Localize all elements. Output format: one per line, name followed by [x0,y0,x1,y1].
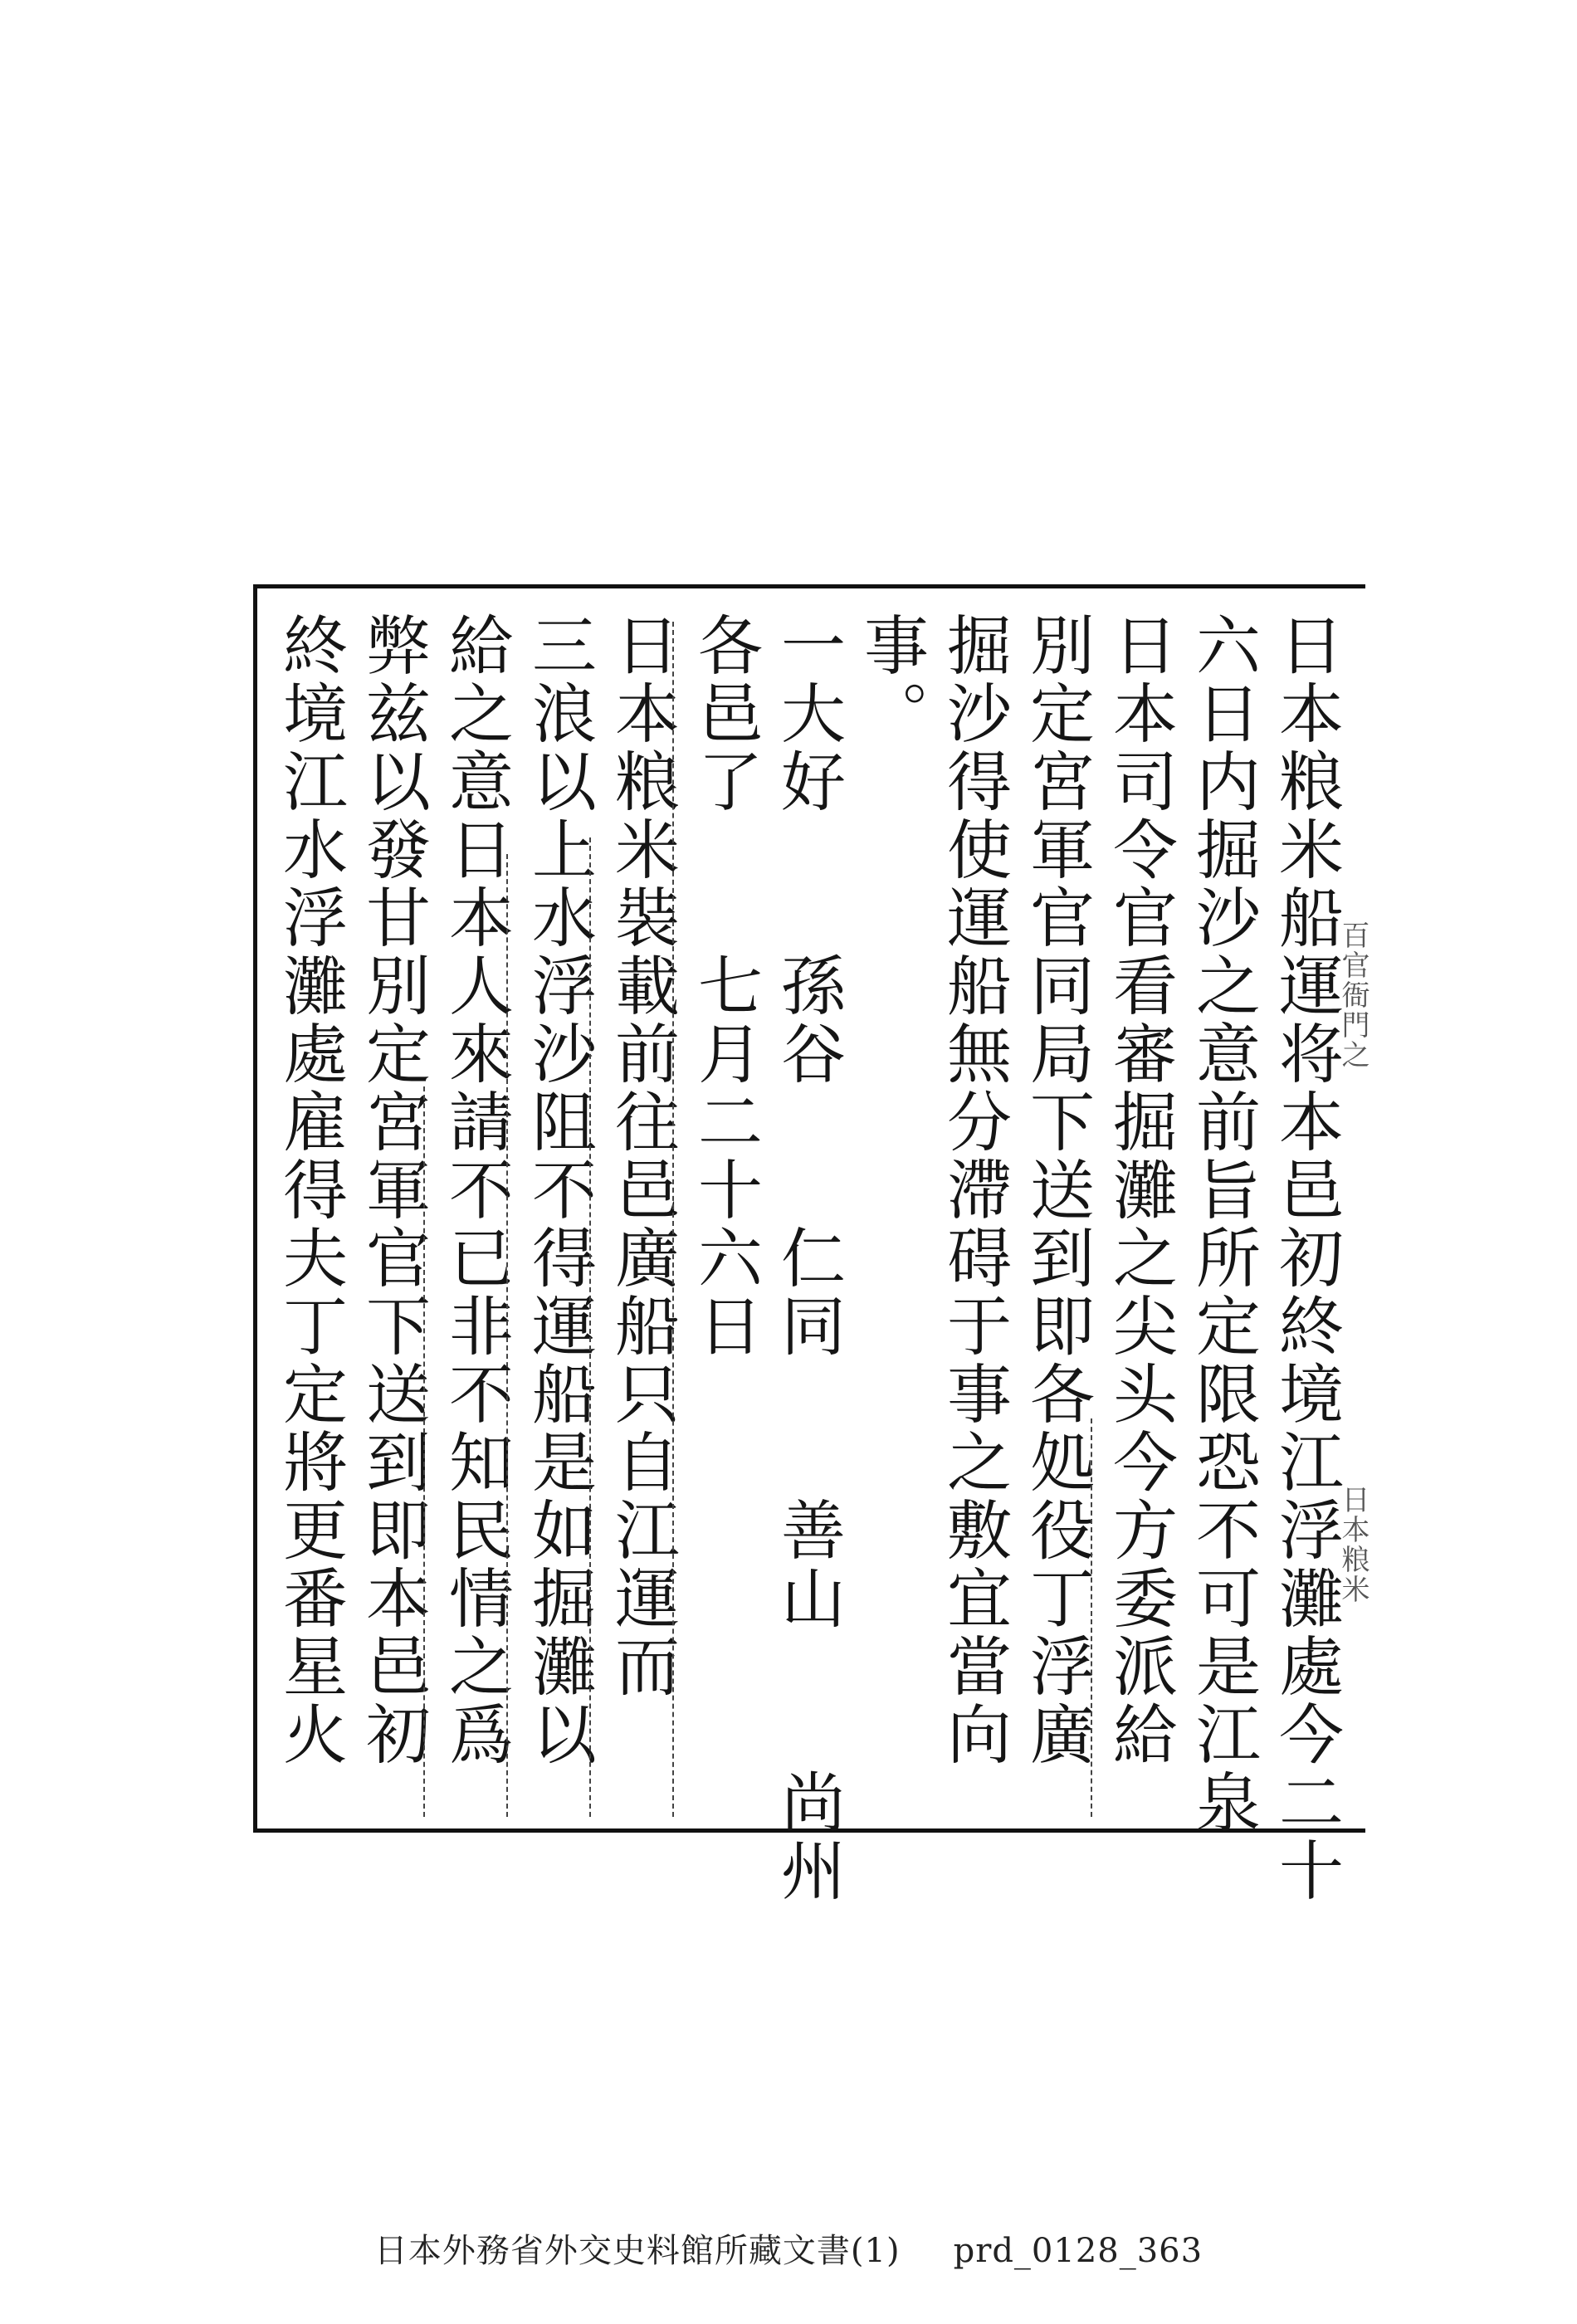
margin-note-lower: 日本粮米 [1336,1485,1370,1604]
manuscript-frame [253,584,1370,1905]
manuscript-column-4: 別定宮軍官同局下送到即各処役丁浮廣 [1019,612,1094,1769]
manuscript-column-5: 掘沙得使運船無分滯碍于事之敷宜當向 [936,612,1011,1769]
archive-name: 日本外務省外交史料館所藏文書(1) [374,2232,901,2270]
manuscript-column-7: 一大好 孫谷 仁同 善山 尚州 [770,612,845,1905]
footer-caption [0,2224,1577,2272]
manuscript-column-11: 給之意日本人來請不已非不知民情之爲 [438,612,513,1769]
column-rule [672,622,674,1817]
manuscript-column-10: 三浪以上水浮沙阻不得運船是如掘灘以 [521,612,596,1769]
manuscript-column-3: 日本司令官看審掘灘之尖头今方委派給 [1102,612,1177,1769]
manuscript-column-12: 弊兹以發甘別定宮軍官下送到即本邑初 [355,612,430,1769]
column-rule [589,837,591,1817]
column-rule [1091,1418,1092,1817]
column-rule [423,1086,425,1817]
manuscript-column-2: 六日内掘沙之意前旨所定限恐不可是江泉 [1185,612,1260,1837]
manuscript-column-9: 日本粮米裝載前往邑廣船只自江運而 [604,612,679,1701]
margin-note-upper: 百官衙門之 [1336,920,1370,1070]
manuscript-column-13: 終境江水浮灘處雇得夫丁定將更番星火 [272,612,347,1769]
manuscript-column-8: 各邑了 七月二十六日 [687,612,762,1360]
column-rule [506,854,508,1817]
manuscript-column-6: 事。 [853,612,928,748]
document-id: prd_0128_363 [953,2232,1204,2270]
manuscript-column-1: 日本粮米船運将本邑初終境江浮灘處今二十 [1268,612,1343,1905]
